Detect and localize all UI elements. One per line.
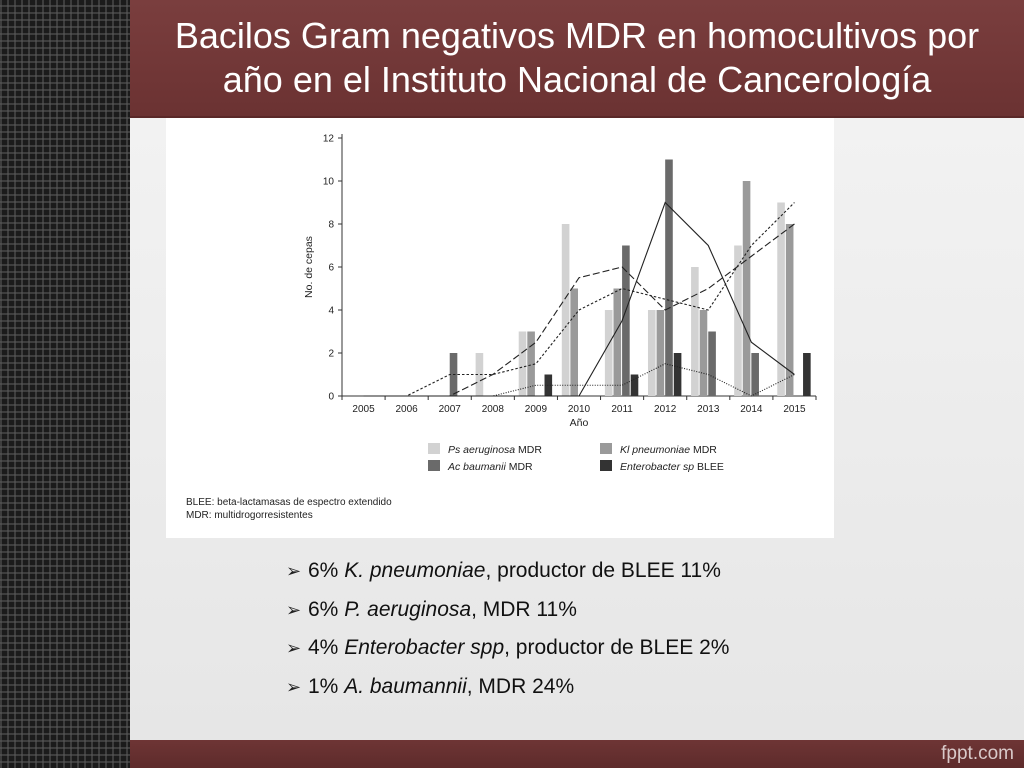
legend-entry xyxy=(447,461,533,473)
arrow-bullet-icon: ➢ xyxy=(286,599,302,620)
bullet-organism: P. aeruginosa xyxy=(344,597,472,621)
y-tick-label: 4 xyxy=(328,305,334,317)
legend-swatch xyxy=(428,460,440,471)
bullet-prefix: 6% xyxy=(308,559,345,582)
bar xyxy=(631,375,639,397)
bar xyxy=(605,310,613,396)
bullet-rest: , productor de BLEE 11% xyxy=(485,559,721,582)
bar xyxy=(803,353,811,396)
y-tick-label: 8 xyxy=(328,219,334,231)
legend-type: BLEE xyxy=(694,461,724,473)
slide-title xyxy=(130,14,1024,102)
legend-organism: Enterobacter sp xyxy=(620,461,695,473)
x-tick-label: 2013 xyxy=(697,404,720,415)
title-line-2: año en el Instituto Nacional de Cancerología xyxy=(222,59,932,100)
bar xyxy=(613,289,621,397)
bullet-item xyxy=(286,552,906,591)
y-tick-label: 2 xyxy=(328,348,334,360)
legend-organism: Kl pneumoniae xyxy=(620,444,691,456)
bar xyxy=(657,310,665,396)
arrow-bullet-icon: ➢ xyxy=(286,638,302,658)
legend-swatch xyxy=(428,443,440,454)
bullet-prefix: 4% xyxy=(308,636,345,659)
bar xyxy=(786,224,794,396)
bullet-item xyxy=(286,629,906,668)
x-tick-label: 2012 xyxy=(654,404,677,415)
bullet-rest: , MDR 11% xyxy=(471,597,577,621)
x-tick-label: 2014 xyxy=(740,404,763,415)
chart-footnote: BLEE: beta-lactamasas de espectro extendido xyxy=(186,497,392,508)
footer-bar xyxy=(130,740,1024,768)
bar xyxy=(751,353,759,396)
y-axis-label: No. de cepas xyxy=(303,236,315,298)
bar xyxy=(519,332,527,397)
x-tick-label: 2008 xyxy=(481,404,504,415)
y-tick-label: 10 xyxy=(322,176,334,188)
bar xyxy=(743,181,751,396)
bullet-prefix: 6% xyxy=(308,597,345,621)
x-tick-label: 2010 xyxy=(567,404,591,415)
bullet-item xyxy=(286,668,906,707)
bar xyxy=(562,224,570,396)
legend-type: MDR xyxy=(515,444,542,456)
legend-organism: Ac baumanii xyxy=(448,461,506,473)
x-tick-label: 2011 xyxy=(611,404,633,415)
y-tick-label: 0 xyxy=(328,391,334,403)
legend-entry xyxy=(448,444,542,456)
trend-line xyxy=(364,203,795,397)
brand-watermark: fppt.com xyxy=(941,743,1014,764)
bullet-item xyxy=(286,591,906,630)
trend-line xyxy=(364,203,795,397)
x-tick-label: 2015 xyxy=(783,404,806,415)
legend-swatch xyxy=(600,460,612,471)
chart-figure xyxy=(166,118,834,538)
bar xyxy=(648,310,656,396)
bar xyxy=(674,353,682,396)
legend-organism: Ps aeruginosa xyxy=(448,444,516,456)
bullet-list xyxy=(286,552,906,706)
chart-footnote: MDR: multidrogorresistentes xyxy=(186,510,313,521)
bullet-prefix: 1% xyxy=(308,674,345,698)
bar xyxy=(691,267,699,396)
legend-type: MDR xyxy=(505,461,533,473)
bullet-organism: A. baumannii xyxy=(344,674,467,698)
legend-swatch xyxy=(600,443,612,454)
bar xyxy=(700,310,708,396)
legend-entry xyxy=(620,461,724,473)
legend-entry xyxy=(620,444,717,456)
bar xyxy=(708,332,716,397)
bar xyxy=(665,160,673,397)
legend-type: MDR xyxy=(690,444,717,456)
x-axis-label: Año xyxy=(569,417,589,429)
bullet-rest: , productor de BLEE 2% xyxy=(504,636,730,659)
y-tick-label: 12 xyxy=(322,133,334,145)
x-tick-label: 2007 xyxy=(438,404,461,415)
arrow-bullet-icon: ➢ xyxy=(286,561,302,581)
bullet-organism: K. pneumoniae xyxy=(344,559,486,582)
x-tick-label: 2006 xyxy=(395,404,418,415)
x-tick-label: 2009 xyxy=(524,404,548,415)
bullet-rest: , MDR 24% xyxy=(466,674,575,698)
bullet-organism: Enterobacter spp xyxy=(344,636,505,659)
x-tick-label: 2005 xyxy=(352,404,375,415)
title-line-1: Bacilos Gram negativos MDR en homocultivos por xyxy=(174,15,980,56)
arrow-bullet-icon: ➢ xyxy=(286,676,302,697)
decorative-pattern-panel xyxy=(0,0,130,768)
trend-line xyxy=(364,364,795,396)
bar-chart xyxy=(166,118,834,538)
y-tick-label: 6 xyxy=(328,262,334,274)
bar xyxy=(570,289,578,397)
title-bar xyxy=(130,0,1024,118)
